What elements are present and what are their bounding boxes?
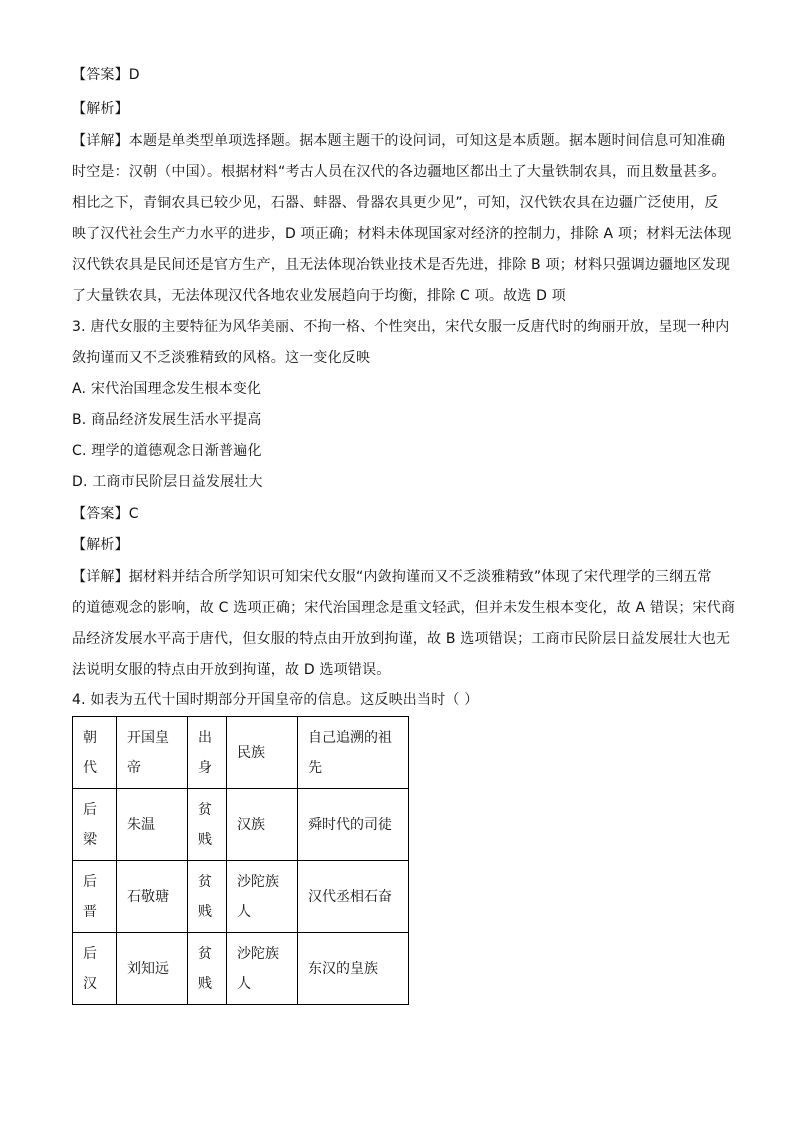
table-cell: 后 晋 bbox=[73, 861, 117, 933]
q3-option-b: B. 商品经济发展生活水平提高 bbox=[72, 412, 262, 428]
table-row bbox=[73, 861, 409, 933]
q3-option-c: C. 理学的道德观念日渐普遍化 bbox=[72, 443, 262, 459]
q2-detail-line: 【详解】本题是单类型单项选择题。据本题主题干的设问词，可知这是本质题。据本题时间信息可知准确 bbox=[72, 133, 726, 149]
q3-option-a: A. 宋代治国理念发生根本变化 bbox=[72, 381, 262, 397]
q2-detail-line: 时空是：汉朝（中国）。根据材料“考古人员在汉代的各边疆地区都出土了大量铁制农具，而且数量甚多。 bbox=[72, 164, 726, 180]
q2-detail-line: 相比之下，青铜农具已较少见，石器、蚌器、骨器农具更少见”，可知，汉代铁农具在边疆广泛使用，反 bbox=[72, 195, 719, 211]
q3-detail-line: 法说明女服的特点由开放到拘谨，故 D 选项错误。 bbox=[72, 662, 391, 678]
emperor-info-table bbox=[72, 716, 409, 1005]
table-cell: 东汉的皇族 bbox=[298, 933, 409, 1005]
table-cell: 汉代丞相石奋 bbox=[298, 861, 409, 933]
q3-answer: 【答案】C bbox=[72, 506, 139, 522]
table-header-cell: 自己追溯的祖 先 bbox=[298, 717, 409, 789]
table-row bbox=[73, 789, 409, 861]
q3-detail-line: 【详解】据材料并结合所学知识可知宋代女服“内敛拘谨而又不乏淡雅精致”体现了宋代理学的三纲五常 bbox=[72, 569, 712, 585]
table-cell: 沙陀族 人 bbox=[227, 933, 298, 1005]
q2-detail-line: 了大量铁农具，无法体现汉代各地农业发展趋向于均衡，排除 C 项。故选 D 项 bbox=[72, 288, 566, 304]
q3-stem-line: 3. 唐代女服的主要特征为风华美丽、不拘一格、个性突出，宋代女服一反唐代时的绚丽开放，呈现一种内 bbox=[72, 319, 730, 335]
table-cell: 沙陀族 人 bbox=[227, 861, 298, 933]
table-header-cell: 民族 bbox=[227, 717, 298, 789]
q3-stem-line: 敛拘谨而又不乏淡雅精致的风格。这一变化反映 bbox=[72, 350, 371, 366]
table-header-cell: 朝 代 bbox=[73, 717, 117, 789]
q2-analysis-heading: 【解析】 bbox=[72, 101, 129, 117]
table-cell: 汉族 bbox=[227, 789, 298, 861]
q2-detail-line: 映了汉代社会生产力水平的进步，D 项正确；材料未体现国家对经济的控制力，排除 A 项；材料无法体现 bbox=[72, 226, 732, 242]
table-cell: 朱温 bbox=[117, 789, 188, 861]
q3-detail-line: 品经济发展水平高于唐代，但女服的特点由开放到拘谨，故 B 选项错误；工商市民阶层日益发展壮大也无 bbox=[72, 631, 731, 647]
table-row bbox=[73, 933, 409, 1005]
table-header-cell: 出 身 bbox=[188, 717, 227, 789]
table-cell: 贫 贱 bbox=[188, 789, 227, 861]
q3-option-d: D. 工商市民阶层日益发展壮大 bbox=[72, 474, 263, 490]
table-header-row bbox=[73, 717, 409, 789]
table-cell: 舜时代的司徒 bbox=[298, 789, 409, 861]
table-cell: 后 汉 bbox=[73, 933, 117, 1005]
q2-answer: 【答案】D bbox=[72, 67, 140, 83]
q3-analysis-heading: 【解析】 bbox=[72, 537, 129, 553]
q2-detail-line: 汉代铁农具是民间还是官方生产，且无法体现冶铁业技术是否先进，排除 B 项；材料只强调边疆地区发现 bbox=[72, 257, 731, 273]
q4-stem: 4. 如表为五代十国时期部分开国皇帝的信息。这反映出当时（ ） bbox=[72, 692, 479, 708]
table-cell: 贫 贱 bbox=[188, 861, 227, 933]
q3-detail-line: 的道德观念的影响，故 C 选项正确；宋代治国理念是重文轻武，但并未发生根本变化，故 A 错误；宋代商 bbox=[72, 600, 736, 616]
table-cell: 贫 贱 bbox=[188, 933, 227, 1005]
table-cell: 后 梁 bbox=[73, 789, 117, 861]
table-cell: 石敬瑭 bbox=[117, 861, 188, 933]
table-header-cell: 开国皇 帝 bbox=[117, 717, 188, 789]
table-cell: 刘知远 bbox=[117, 933, 188, 1005]
